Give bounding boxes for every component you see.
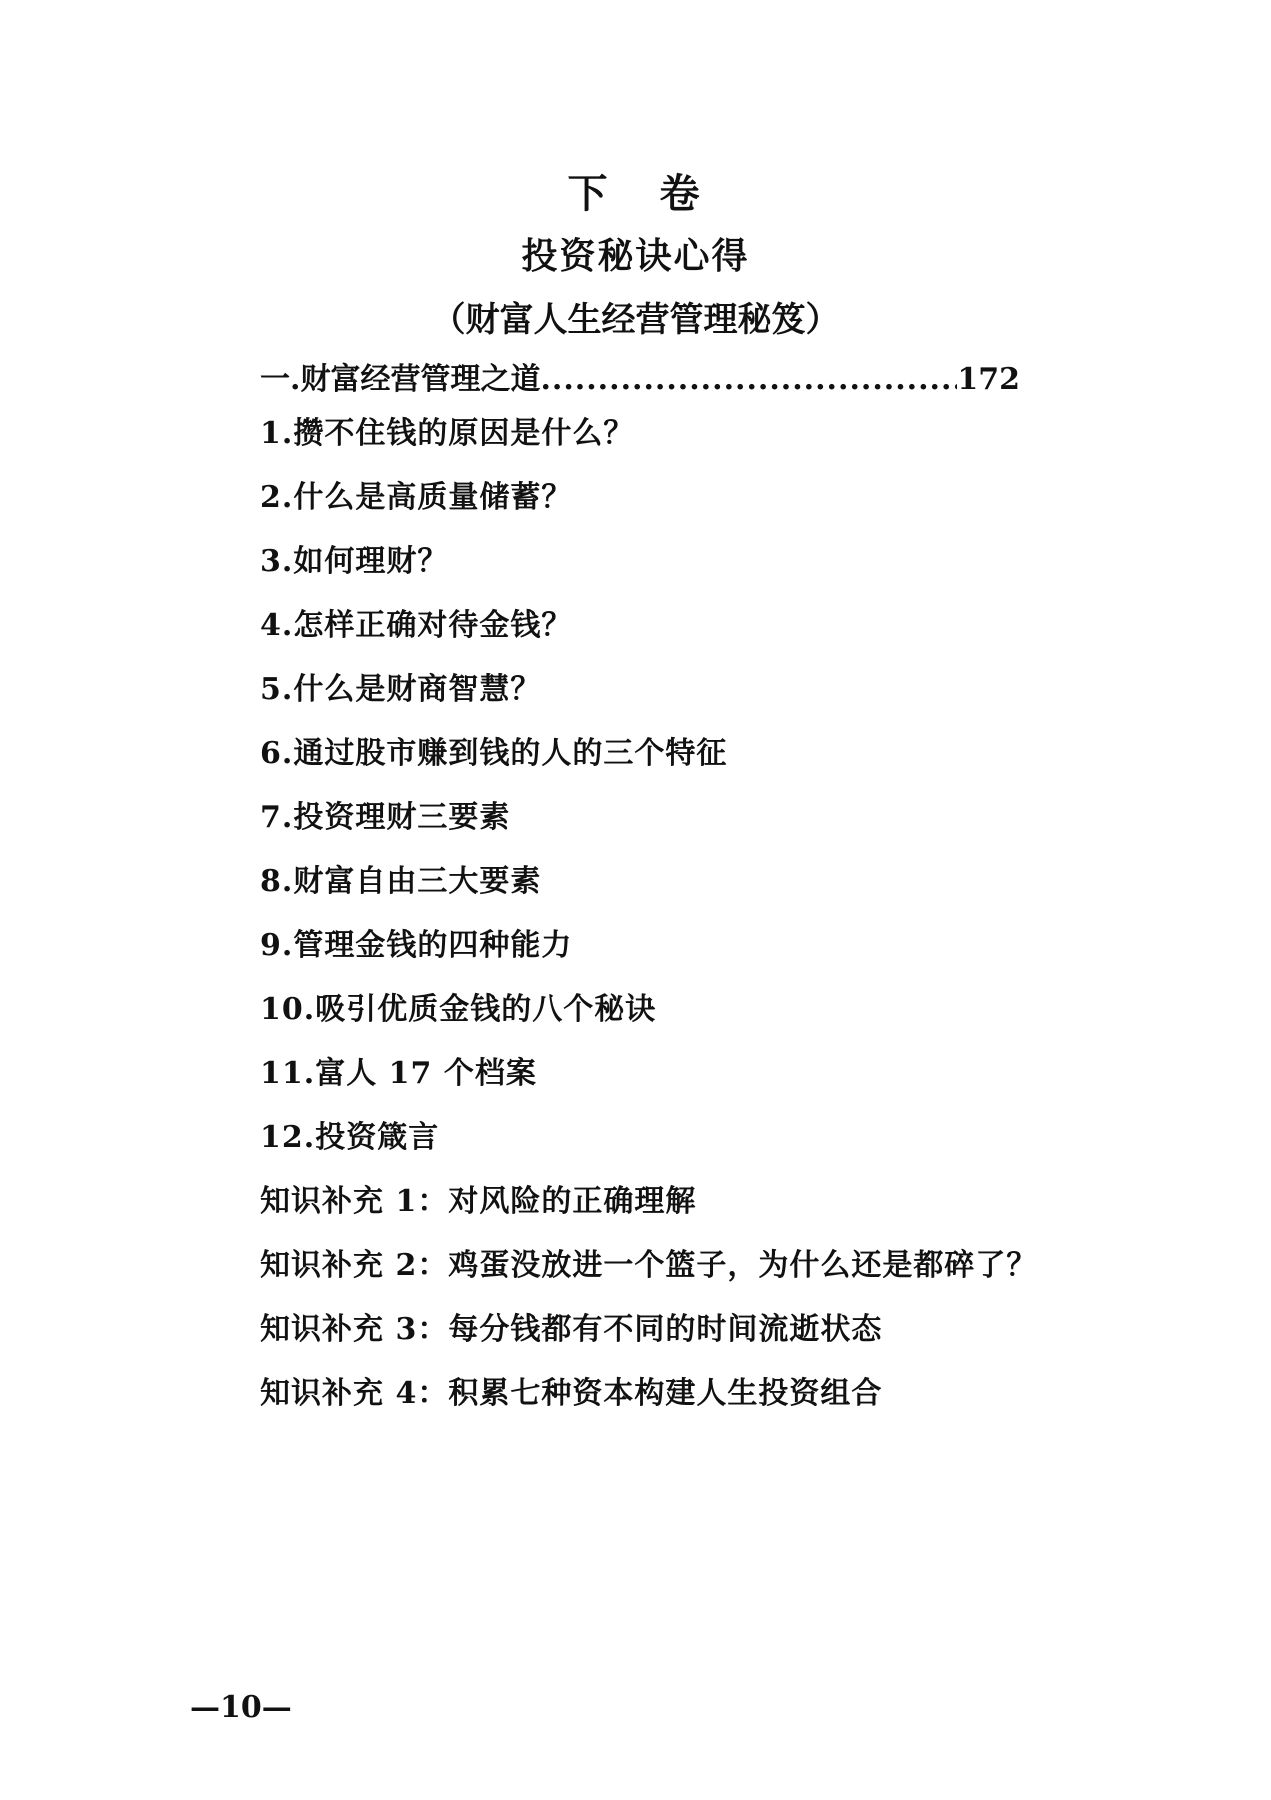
- toc-entry-1[interactable]: 1.攒不住钱的原因是什么？: [260, 416, 635, 451]
- toc-entry-9[interactable]: 9.管理金钱的四种能力: [260, 928, 573, 963]
- page-number: —10—: [190, 1690, 292, 1725]
- toc-entry-10[interactable]: 10.吸引优质金钱的八个秘诀: [260, 992, 657, 1027]
- toc-entry-6[interactable]: 6.通过股市赚到钱的人的三个特征: [260, 736, 728, 771]
- toc-entry-section-1[interactable]: [260, 354, 1020, 402]
- volume-title: [0, 162, 1271, 219]
- toc-entry-3[interactable]: 3.如何理财？: [260, 544, 449, 579]
- book-subtitle: （财富人生经营管理秘笈）: [431, 300, 840, 340]
- toc-entry-title: 一.财富经营管理之道: [260, 362, 541, 397]
- toc-entry-5[interactable]: 5.什么是财商智慧？: [260, 672, 542, 707]
- toc-entry-supplement-1[interactable]: 知识补充 1：对风险的正确理解: [260, 1184, 697, 1219]
- toc-entry-8[interactable]: 8.财富自由三大要素: [260, 864, 542, 899]
- toc-entry-supplement-3[interactable]: 知识补充 3：每分钱都有不同的时间流逝状态: [260, 1312, 883, 1347]
- book-title: 投资秘诀心得: [521, 235, 750, 277]
- volume-title-char-2: 卷: [659, 170, 704, 217]
- toc-leader-dots: [540, 362, 957, 397]
- volume-title-char-1: 下: [567, 170, 612, 217]
- table-of-contents: [260, 354, 1050, 1426]
- toc-entry-4[interactable]: 4.怎样正确对待金钱？: [260, 608, 573, 643]
- toc-list: [260, 402, 1050, 1426]
- toc-entry-supplement-4[interactable]: 知识补充 4：积累七种资本构建人生投资组合: [260, 1376, 883, 1411]
- toc-entry-supplement-2[interactable]: 知识补充 2：鸡蛋没放进一个篮子，为什么还是都碎了？: [260, 1248, 1038, 1283]
- toc-entry-11[interactable]: 11.富人 17 个档案: [260, 1056, 537, 1091]
- toc-page-number: 172: [957, 362, 1020, 397]
- toc-entry-2[interactable]: 2.什么是高质量储蓄？: [260, 480, 573, 515]
- toc-entry-7[interactable]: 7.投资理财三要素: [260, 800, 511, 835]
- toc-entry-12[interactable]: 12.投资箴言: [260, 1120, 440, 1155]
